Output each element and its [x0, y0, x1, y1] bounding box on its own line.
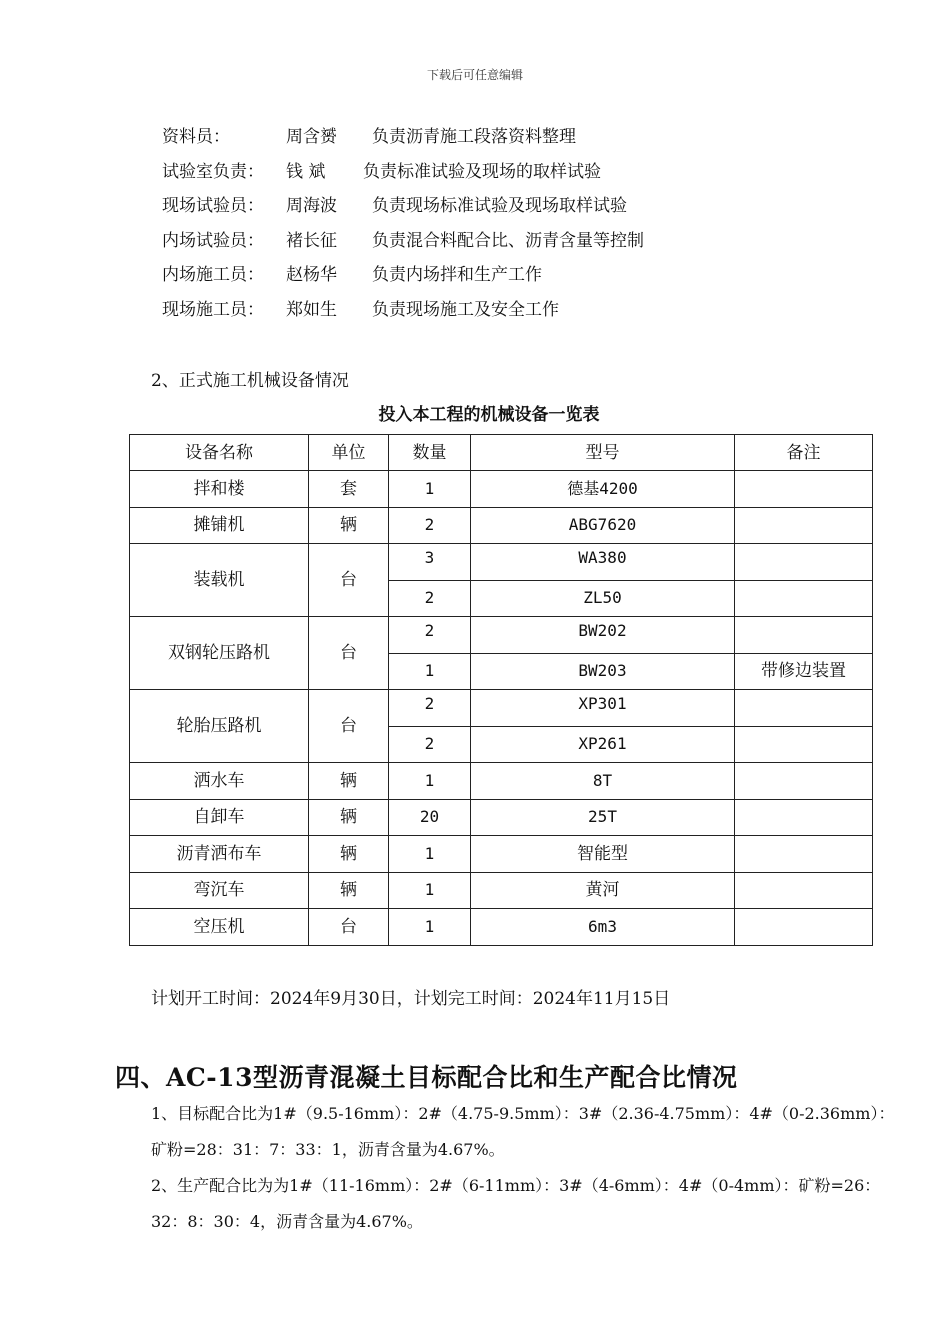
equipment-note [735, 580, 873, 617]
equipment-qty: 1 [389, 653, 471, 690]
page-header: 下载后可任意编辑 [426, 68, 523, 82]
equipment-model: XP301 [471, 690, 735, 727]
staff-role: 现场试验员： [162, 196, 264, 216]
equipment-unit: 台 [309, 690, 389, 763]
staff-row [162, 193, 644, 228]
equipment-qty: 2 [389, 726, 471, 763]
staff-row [162, 124, 644, 159]
staff-name: 钱 斌 [286, 161, 326, 182]
equipment-model: 黄河 [471, 872, 735, 909]
equipment-note [735, 617, 873, 654]
equipment-name: 沥青洒布车 [130, 836, 309, 873]
table-header-row [130, 435, 873, 471]
table-row [130, 909, 873, 946]
equipment-unit: 台 [309, 544, 389, 617]
paragraph-text: 1、目标配合比为1#（9.5-16mm）：2#（4.75-9.5mm）：3#（2.36-4.75mm）：4#（0-2.36mm）：矿粉=28：31：7：33：1，沥青含量为4.67%。 [151, 1104, 895, 1159]
equipment-unit: 辆 [309, 507, 389, 544]
equipment-model: WA380 [471, 544, 735, 581]
paragraph-text: 2、生产配合比为为1#（11-16mm）：2#（6-11mm）：3#（4-6mm）：4#（0-4mm）：矿粉=26：32：8：30：4，沥青含量为4.67%。 [151, 1176, 881, 1231]
table-row [130, 763, 873, 800]
equipment-name: 摊铺机 [130, 507, 309, 544]
equipment-model: 智能型 [471, 836, 735, 873]
table-row [130, 617, 873, 654]
equipment-unit: 台 [309, 909, 389, 946]
equipment-qty: 1 [389, 763, 471, 800]
equipment-model: 6m3 [471, 909, 735, 946]
table-row [130, 544, 873, 581]
equipment-name: 空压机 [130, 909, 309, 946]
equipment-note [735, 799, 873, 836]
equipment-model: 25T [471, 799, 735, 836]
equipment-unit: 辆 [309, 836, 389, 873]
table-row [130, 872, 873, 909]
staff-duty: 负责现场施工及安全工作 [372, 299, 559, 320]
equipment-note [735, 836, 873, 873]
equipment-table [129, 434, 873, 946]
equipment-model: XP261 [471, 726, 735, 763]
table-title: 投入本工程的机械设备一览表 [378, 405, 600, 425]
equipment-qty: 2 [389, 580, 471, 617]
staff-name: 周海波 [286, 196, 337, 216]
staff-duty: 负责现场标准试验及现场取样试验 [372, 196, 627, 216]
equipment-qty: 2 [389, 690, 471, 727]
column-header: 数量 [389, 435, 471, 471]
staff-role: 内场施工员： [162, 265, 264, 285]
staff-name: 褚长征 [286, 230, 337, 251]
staff-name: 周含赟 [286, 127, 337, 147]
equipment-note [735, 544, 873, 581]
equipment-unit: 套 [309, 471, 389, 508]
staff-role: 内场试验员： [162, 230, 264, 251]
equipment-model: BW202 [471, 617, 735, 654]
table-row [130, 836, 873, 873]
equipment-name: 双钢轮压路机 [130, 617, 309, 690]
equipment-name: 装载机 [130, 544, 309, 617]
equipment-name: 弯沉车 [130, 872, 309, 909]
equipment-qty: 2 [389, 617, 471, 654]
equipment-note [735, 690, 873, 727]
equipment-name: 自卸车 [130, 799, 309, 836]
equipment-qty: 1 [389, 872, 471, 909]
equipment-model: BW203 [471, 653, 735, 690]
table-row [130, 690, 873, 727]
equipment-unit: 辆 [309, 763, 389, 800]
column-header: 单位 [309, 435, 389, 471]
staff-name: 赵杨华 [286, 265, 337, 285]
equipment-model: ZL50 [471, 580, 735, 617]
table-row [130, 471, 873, 508]
staff-row [162, 262, 644, 297]
schedule-text: 计划开工时间：2024年9月30日，计划完工时间：2024年11月15日 [151, 989, 671, 1009]
target-mix-paragraph [115, 1096, 899, 1168]
equipment-qty: 3 [389, 544, 471, 581]
staff-row [162, 159, 644, 194]
section-heading: 四、AC-13型沥青混凝土目标配合比和生产配合比情况 [115, 1063, 738, 1092]
staff-duty: 负责标准试验及现场的取样试验 [363, 161, 601, 182]
staff-role: 现场施工员： [162, 299, 264, 320]
equipment-qty: 2 [389, 507, 471, 544]
equipment-model: 8T [471, 763, 735, 800]
equipment-name: 洒水车 [130, 763, 309, 800]
equipment-note [735, 471, 873, 508]
staff-duty: 负责沥青施工段落资料整理 [372, 127, 576, 147]
table-row [130, 799, 873, 836]
equipment-qty: 20 [389, 799, 471, 836]
staff-role: 资料员： [162, 127, 230, 147]
equipment-qty: 1 [389, 909, 471, 946]
section-title: 2、正式施工机械设备情况 [151, 371, 349, 391]
equipment-note [735, 763, 873, 800]
staff-duty: 负责内场拌和生产工作 [372, 265, 542, 285]
equipment-model: ABG7620 [471, 507, 735, 544]
staff-row [162, 228, 644, 263]
column-header: 型号 [471, 435, 735, 471]
equipment-note: 带修边装置 [735, 653, 873, 690]
equipment-unit: 台 [309, 617, 389, 690]
equipment-qty: 1 [389, 836, 471, 873]
equipment-name: 拌和楼 [130, 471, 309, 508]
staff-duty: 负责混合料配合比、沥青含量等控制 [372, 230, 644, 251]
equipment-model: 德基4200 [471, 471, 735, 508]
equipment-note [735, 726, 873, 763]
equipment-unit: 辆 [309, 799, 389, 836]
staff-name: 郑如生 [286, 299, 337, 320]
column-header: 备注 [735, 435, 873, 471]
table-row [130, 507, 873, 544]
equipment-unit: 辆 [309, 872, 389, 909]
column-header: 设备名称 [130, 435, 309, 471]
staff-list [162, 124, 644, 331]
equipment-note [735, 872, 873, 909]
equipment-note [735, 909, 873, 946]
equipment-note [735, 507, 873, 544]
production-mix-paragraph [115, 1168, 899, 1240]
equipment-name: 轮胎压路机 [130, 690, 309, 763]
staff-row [162, 297, 644, 332]
equipment-qty: 1 [389, 471, 471, 508]
staff-role: 试验室负责： [162, 161, 264, 182]
